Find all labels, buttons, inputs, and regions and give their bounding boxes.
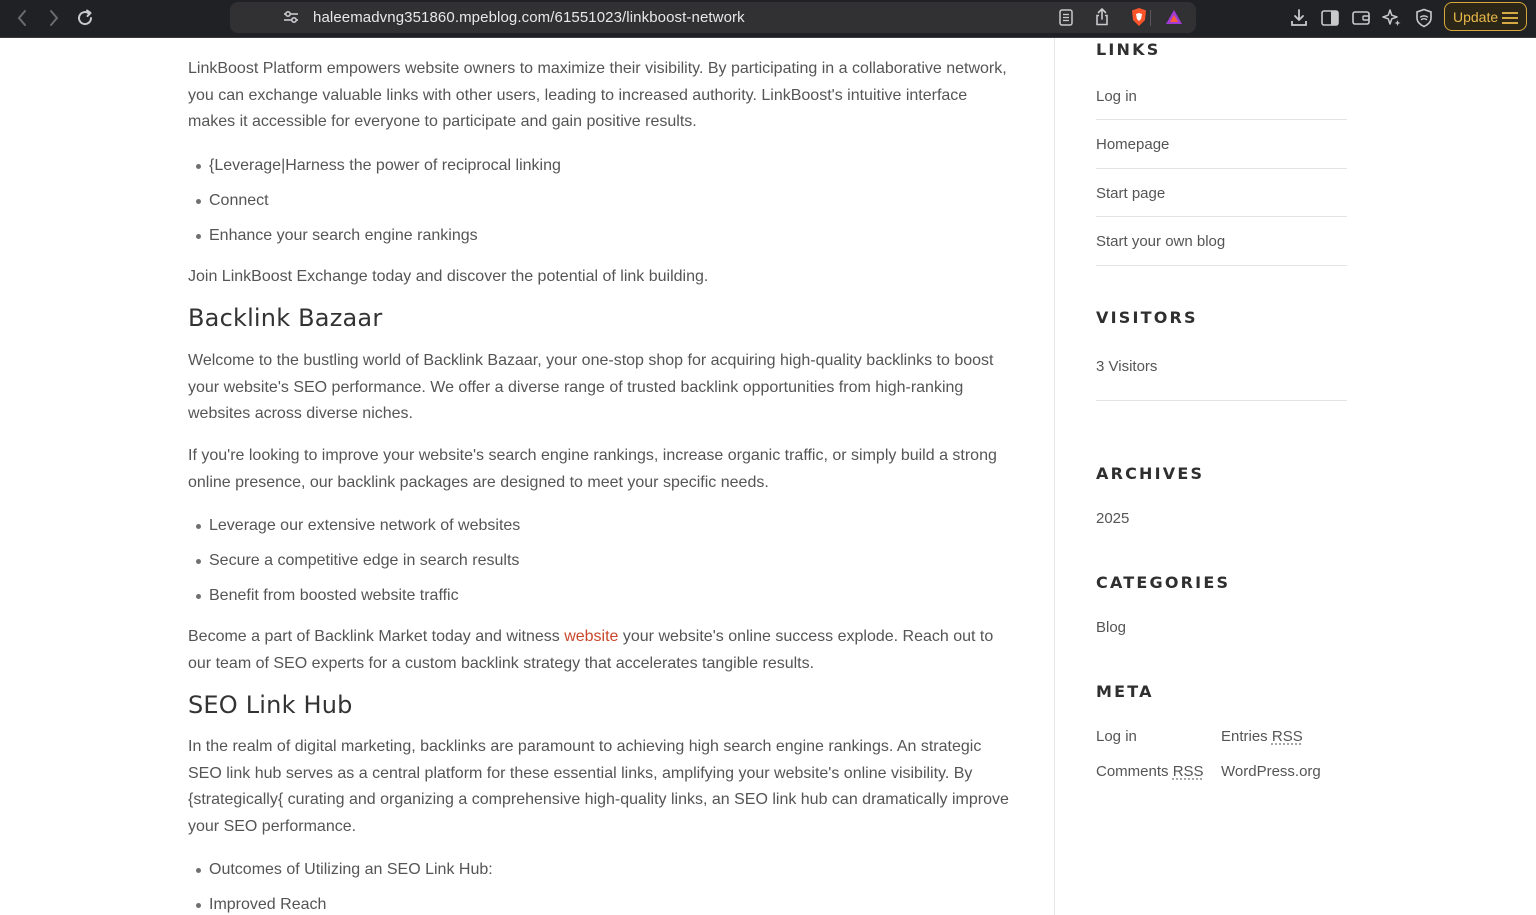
heading-backlink-bazaar: Backlink Bazaar: [188, 304, 383, 332]
brave-shields-icon[interactable]: [1125, 4, 1153, 30]
become-text-before: Become a part of Backlink Market today and witness: [188, 628, 565, 645]
list-item: {Leverage|Harness the power of reciprocal linking: [188, 156, 1014, 191]
visitors-count: 3 Visitors: [1096, 358, 1158, 375]
entries-label: Entries: [1221, 728, 1268, 745]
intro-paragraph: LinkBoost Platform empowers website owners to maximize their visibility. By participating in a collaborative network, you can exchange valuable links with other users, leading to increased authority. LinkBoost's intuitive interface makes it accessible for everyone to participate and gain positive results.: [188, 60, 1007, 131]
hub-paragraph-1: In the realm of digital marketing, backlinks are paramount to achieving high search engine rankings. An strategic SEO link hub serves as a central platform for these essential links, amplifying your website's online visibility. By {strategically{ curating and organizing a comprehensive high-quality links, an SEO link hub can dramatically improve your SEO performance.: [188, 738, 1009, 836]
heading-seo-link-hub: SEO Link Hub: [188, 691, 353, 719]
meta-link-comments-rss[interactable]: [1096, 763, 1204, 780]
brave-rewards-icon[interactable]: [1160, 4, 1188, 30]
rss-abbr: RSS: [1271, 728, 1303, 745]
address-bar[interactable]: [230, 2, 1196, 33]
visitors-title: VISITORS: [1096, 308, 1198, 327]
separator: [1150, 10, 1151, 26]
become-paragraph: [188, 624, 1014, 677]
archives-title: ARCHIVES: [1096, 464, 1205, 483]
meta-link-entries-rss[interactable]: [1221, 728, 1303, 745]
categories-title: CATEGORIES: [1096, 573, 1231, 592]
meta-title: META: [1096, 682, 1154, 701]
menu-icon: [1502, 12, 1518, 24]
archive-link-2025[interactable]: 2025: [1096, 510, 1130, 527]
sidebar-link-start-blog[interactable]: Start your own blog: [1096, 233, 1226, 250]
bullet-list-2: [188, 516, 1014, 621]
bullet-list-1: [188, 156, 1014, 261]
url-text[interactable]: haleemadvng351860.mpeblog.com/61551023/linkboost-network: [313, 9, 745, 26]
list-item: Leverage our extensive network of websites: [188, 516, 1014, 551]
website-link[interactable]: website: [564, 628, 619, 645]
divider: [1096, 216, 1347, 217]
sidebar-link-log-in[interactable]: Log in: [1096, 88, 1137, 105]
back-icon[interactable]: [8, 5, 36, 31]
become-text-after: your website's online success explode. Reach out to our team of SEO experts for a custom backlink strategy that accelerates tangible results.: [188, 628, 994, 672]
vpn-shield-icon[interactable]: [1410, 5, 1438, 31]
meta-link-wordpress[interactable]: WordPress.org: [1221, 763, 1321, 780]
list-item: Enhance your search engine rankings: [188, 226, 1014, 261]
meta-link-log-in[interactable]: Log in: [1096, 728, 1137, 745]
divider: [1096, 400, 1347, 401]
site-settings-icon[interactable]: [277, 4, 305, 30]
divider: [1096, 265, 1347, 266]
sidebar-toggle-icon[interactable]: [1316, 5, 1344, 31]
divider: [1096, 168, 1347, 169]
divider: [1096, 119, 1347, 120]
reader-mode-icon[interactable]: [1052, 4, 1080, 30]
sidebar-link-start-page[interactable]: Start page: [1096, 185, 1166, 202]
sidebar-link-homepage[interactable]: Homepage: [1096, 136, 1170, 153]
wallet-icon[interactable]: [1347, 5, 1375, 31]
links-title: LINKS: [1096, 40, 1161, 59]
list-item: Benefit from boosted website traffic: [188, 586, 1014, 621]
leo-ai-icon[interactable]: [1378, 5, 1406, 31]
bazaar-paragraph-2: If you're looking to improve your website's search engine rankings, increase organic traffic, or simply build a strong online presence, our backlink packages are designed to meet your specific needs.: [188, 447, 997, 491]
downloads-icon[interactable]: [1285, 5, 1313, 31]
reload-icon[interactable]: [71, 5, 99, 31]
list-item: Improved Reach: [188, 895, 1014, 915]
join-paragraph: Join LinkBoost Exchange today and discover the potential of link building.: [188, 268, 709, 285]
bullet-list-3: [188, 860, 1014, 915]
list-item: Outcomes of Utilizing an SEO Link Hub:: [188, 860, 1014, 895]
share-icon[interactable]: [1088, 4, 1116, 30]
bazaar-paragraph-1: Welcome to the bustling world of Backlink Bazaar, your one-stop shop for acquiring high-quality backlinks to boost your website's SEO performance. We offer a diverse range of trusted backlink opportunities from high-ranking websites across diverse niches.: [188, 352, 994, 423]
forward-icon[interactable]: [40, 5, 68, 31]
list-item: Secure a competitive edge in search results: [188, 551, 1014, 586]
list-item: Connect: [188, 191, 1014, 226]
sidebar-divider: [1054, 38, 1055, 915]
comments-label: Comments: [1096, 763, 1169, 780]
update-button[interactable]: [1444, 2, 1527, 31]
rss-abbr: RSS: [1172, 763, 1204, 780]
browser-toolbar: [0, 0, 1536, 38]
update-label: Update: [1453, 8, 1499, 25]
category-link-blog[interactable]: Blog: [1096, 619, 1127, 636]
